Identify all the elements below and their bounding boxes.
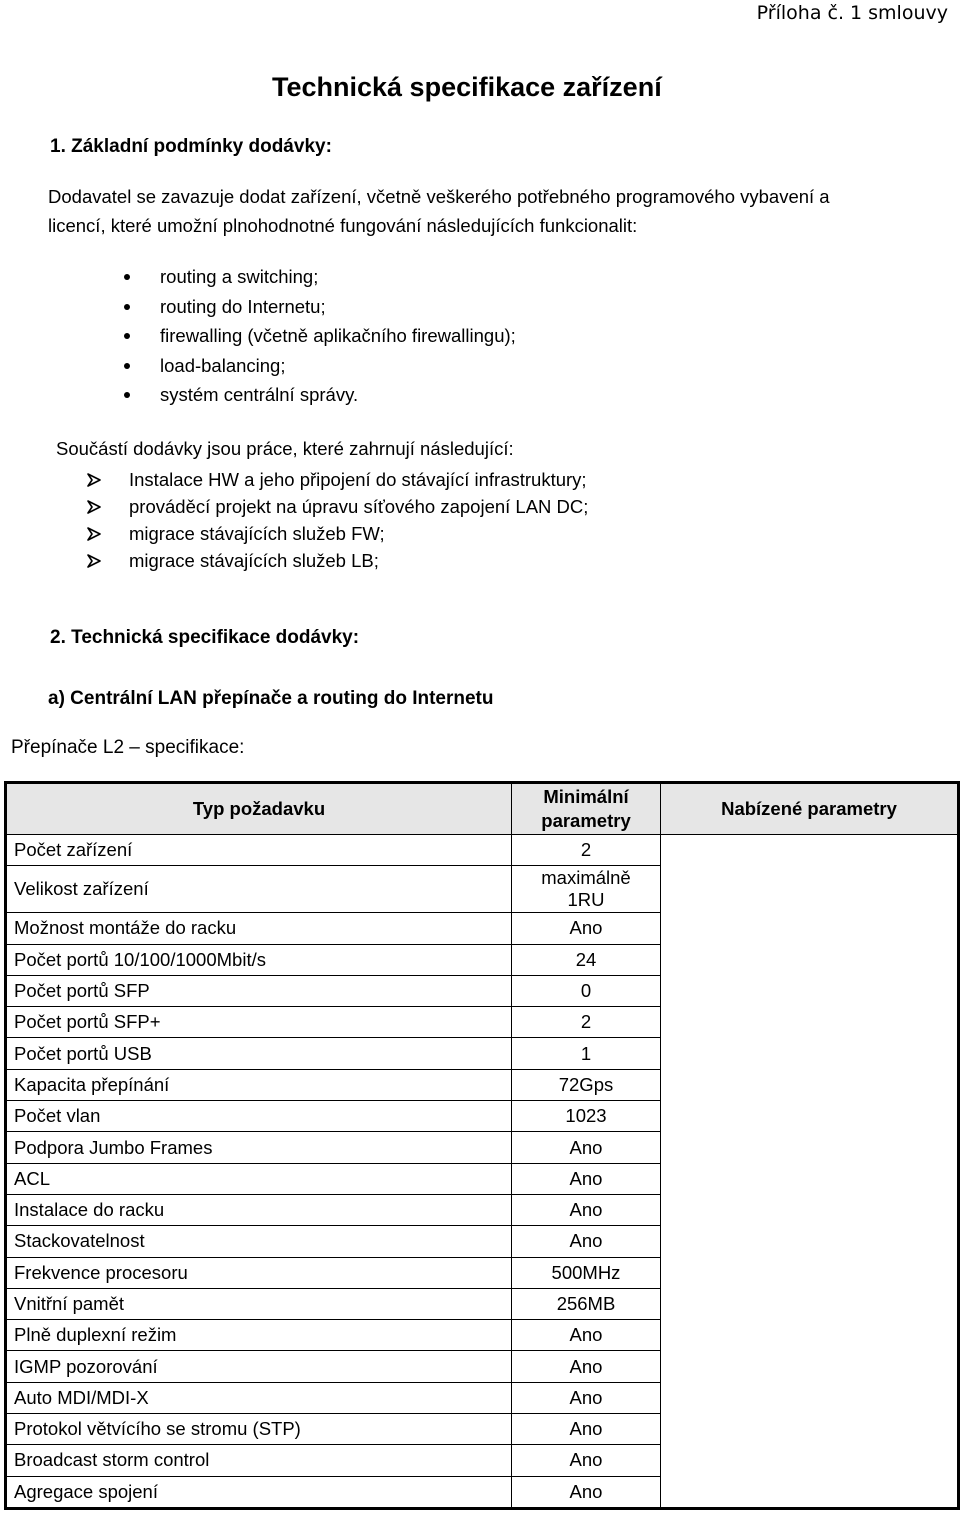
row-minimum-value-line-2: 1RU	[567, 889, 605, 911]
table-row	[6, 1069, 959, 1100]
row-minimum-value-line-1: maximálně	[541, 867, 631, 889]
arrow-bullet-icon	[87, 500, 101, 514]
table-row	[6, 1414, 959, 1445]
row-minimum-value: 1023	[512, 1101, 661, 1132]
list-item: systém centrální správy.	[160, 380, 516, 410]
table-row	[6, 866, 959, 913]
row-offered-value	[661, 1069, 959, 1100]
row-offered-value	[661, 1226, 959, 1257]
annex-label: Příloha č. 1 smlouvy	[756, 2, 948, 24]
row-label: Počet portů USB	[6, 1038, 512, 1069]
row-label: Auto MDI/MDI-X	[6, 1382, 512, 1413]
row-label: Instalace do racku	[6, 1194, 512, 1225]
row-minimum-value: Ano	[512, 1476, 661, 1508]
row-label: Broadcast storm control	[6, 1445, 512, 1476]
row-label: Stackovatelnost	[6, 1226, 512, 1257]
row-offered-value	[661, 1163, 959, 1194]
section-2a-heading: a) Centrální LAN přepínače a routing do Internetu	[48, 688, 494, 709]
table-row	[6, 1101, 959, 1132]
row-minimum-value: 256MB	[512, 1288, 661, 1319]
row-label: Kapacita přepínání	[6, 1069, 512, 1100]
table-row	[6, 1382, 959, 1413]
list-item	[129, 520, 588, 547]
row-offered-value	[661, 1132, 959, 1163]
row-minimum-value: 2	[512, 1007, 661, 1038]
row-offered-value	[661, 1414, 959, 1445]
table-row	[6, 1038, 959, 1069]
row-minimum-value: Ano	[512, 1163, 661, 1194]
list-item: routing a switching;	[160, 262, 516, 292]
row-minimum-value: Ano	[512, 1351, 661, 1382]
row-label: Vnitřní pamět	[6, 1288, 512, 1319]
row-minimum-value: Ano	[512, 1414, 661, 1445]
header-offered: Nabízené parametry	[661, 783, 959, 835]
row-minimum-value: 2	[512, 835, 661, 866]
table-row	[6, 944, 959, 975]
row-minimum-value: 1	[512, 1038, 661, 1069]
list-item-text: migrace stávajících služeb LB;	[129, 550, 379, 571]
row-minimum-value: 72Gps	[512, 1069, 661, 1100]
header-minimum	[512, 783, 661, 835]
row-label: Frekvence procesoru	[6, 1257, 512, 1288]
table-row	[6, 1351, 959, 1382]
row-label: Protokol větvícího se stromu (STP)	[6, 1414, 512, 1445]
functionality-list	[160, 262, 516, 410]
row-minimum-value	[512, 866, 661, 913]
document-title: Technická specifikace zařízení	[272, 72, 662, 102]
table-header-row	[6, 783, 959, 835]
row-label: Počet portů SFP+	[6, 1007, 512, 1038]
table-row	[6, 1476, 959, 1508]
row-minimum-value: Ano	[512, 1132, 661, 1163]
header-minimum-line-2: parametry	[541, 810, 631, 831]
row-label: Velikost zařízení	[6, 866, 512, 913]
row-label: Podpora Jumbo Frames	[6, 1132, 512, 1163]
row-offered-value	[661, 1101, 959, 1132]
row-label: Možnost montáže do racku	[6, 913, 512, 944]
section-2-heading: 2. Technická specifikace dodávky:	[50, 627, 360, 648]
arrow-bullet-icon	[87, 527, 101, 541]
row-label: ACL	[6, 1163, 512, 1194]
works-list	[129, 466, 588, 574]
row-offered-value	[661, 866, 959, 913]
header-type: Typ požadavku	[6, 783, 512, 835]
row-offered-value	[661, 835, 959, 866]
list-item	[129, 466, 588, 493]
row-label: Plně duplexní režim	[6, 1320, 512, 1351]
list-item: firewalling (včetně aplikačního firewallingu);	[160, 321, 516, 351]
list-item	[129, 547, 588, 574]
row-offered-value	[661, 1445, 959, 1476]
row-label: Počet vlan	[6, 1101, 512, 1132]
table-row	[6, 1194, 959, 1225]
row-offered-value	[661, 1007, 959, 1038]
row-offered-value	[661, 944, 959, 975]
row-label: Počet portů 10/100/1000Mbit/s	[6, 944, 512, 975]
arrow-bullet-icon	[87, 473, 101, 487]
list-item-text: Instalace HW a jeho připojení do stávající infrastruktury;	[129, 469, 587, 490]
row-minimum-value: Ano	[512, 913, 661, 944]
list-item	[129, 493, 588, 520]
table-row	[6, 835, 959, 866]
row-offered-value	[661, 1257, 959, 1288]
row-offered-value	[661, 1382, 959, 1413]
row-minimum-value: Ano	[512, 1445, 661, 1476]
row-minimum-value: 500MHz	[512, 1257, 661, 1288]
table-caption: Přepínače L2 – specifikace:	[11, 737, 245, 758]
row-minimum-value: Ano	[512, 1194, 661, 1225]
works-intro: Součástí dodávky jsou práce, které zahrnují následující:	[56, 438, 514, 459]
row-label: Počet portů SFP	[6, 975, 512, 1006]
specification-table	[4, 781, 960, 1510]
table-row	[6, 1007, 959, 1038]
row-offered-value	[661, 1038, 959, 1069]
list-item: routing do Internetu;	[160, 292, 516, 322]
row-minimum-value: Ano	[512, 1382, 661, 1413]
row-offered-value	[661, 1194, 959, 1225]
row-label: Počet zařízení	[6, 835, 512, 866]
table-row	[6, 975, 959, 1006]
table-row	[6, 1288, 959, 1319]
table-row	[6, 1257, 959, 1288]
list-item-text: migrace stávajících služeb FW;	[129, 523, 385, 544]
section-1-heading: 1. Základní podmínky dodávky:	[50, 136, 332, 157]
row-offered-value	[661, 1351, 959, 1382]
header-minimum-line-1: Minimální	[543, 786, 629, 807]
row-minimum-value: Ano	[512, 1320, 661, 1351]
row-offered-value	[661, 975, 959, 1006]
section-1-paragraph-line-1: Dodavatel se zavazuje dodat zařízení, včetně veškerého potřebného programového vybavení a	[48, 186, 830, 207]
row-offered-value	[661, 913, 959, 944]
row-minimum-value: 0	[512, 975, 661, 1006]
arrow-bullet-icon	[87, 554, 101, 568]
row-offered-value	[661, 1288, 959, 1319]
row-label: Agregace spojení	[6, 1476, 512, 1508]
table-row	[6, 1320, 959, 1351]
table-row	[6, 1226, 959, 1257]
row-offered-value	[661, 1476, 959, 1508]
table-row	[6, 1132, 959, 1163]
row-label: IGMP pozorování	[6, 1351, 512, 1382]
row-offered-value	[661, 1320, 959, 1351]
table-row	[6, 1163, 959, 1194]
row-minimum-value: 24	[512, 944, 661, 975]
list-item-text: prováděcí projekt na úpravu síťového zapojení LAN DC;	[129, 496, 589, 517]
section-1-paragraph-line-2: licencí, které umožní plnohodnotné fungování následujících funkcionalit:	[48, 215, 638, 236]
list-item: load-balancing;	[160, 351, 516, 381]
table-row	[6, 913, 959, 944]
table-row	[6, 1445, 959, 1476]
row-minimum-value: Ano	[512, 1226, 661, 1257]
